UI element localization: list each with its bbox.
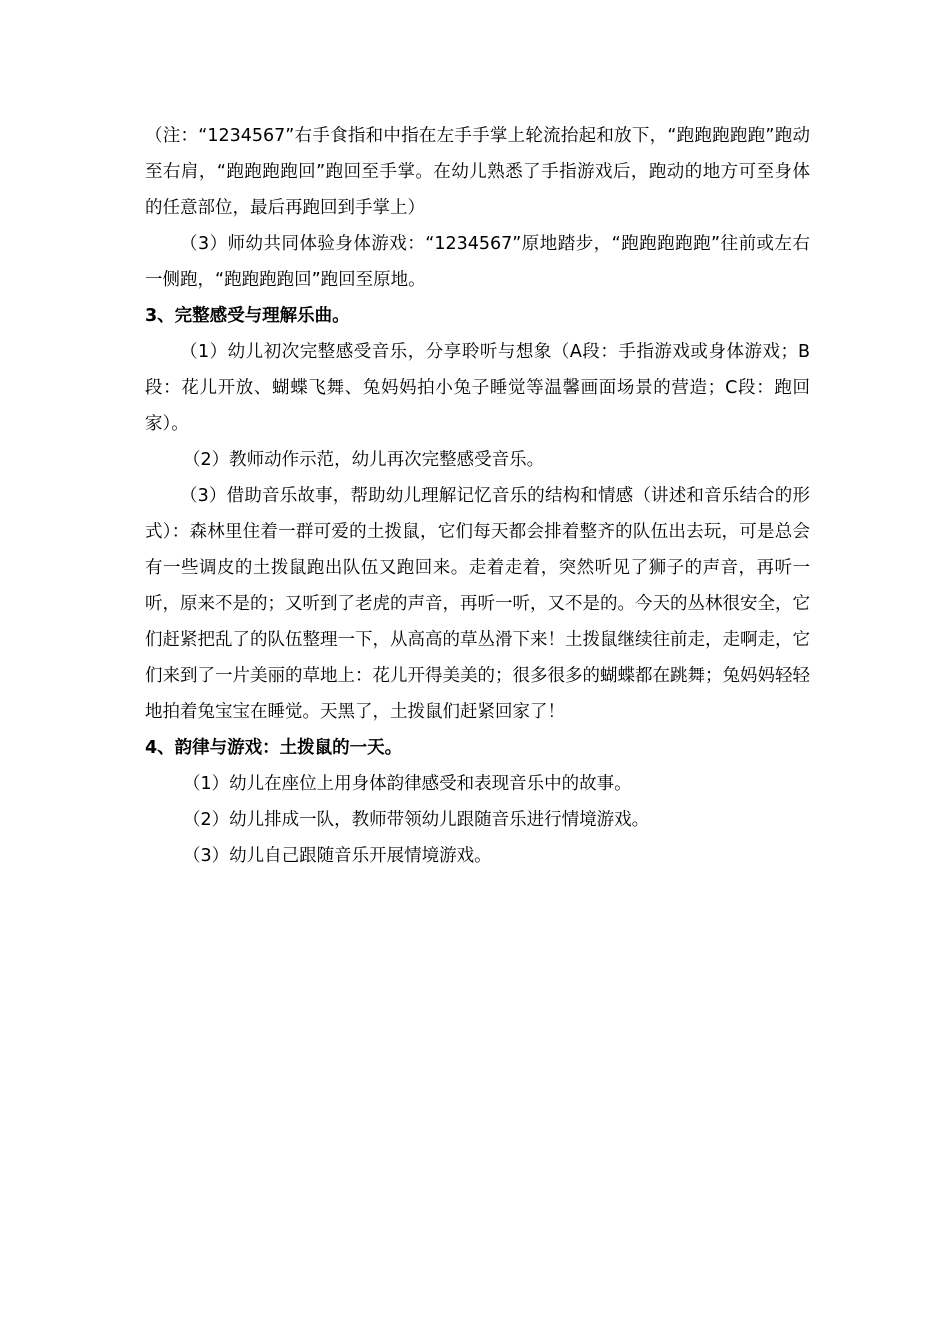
note-paragraph: （注：“1234567”右手食指和中指在左手手掌上轮流抬起和放下，“跑跑跑跑跑”跑动至右肩，“跑跑跑跑回”跑回至手掌。在幼儿熟悉了手指游戏后，跑动的地方可至身体的任意部位，最后再跑回到手掌上） <box>145 126 810 218</box>
section-heading-3: 3、完整感受与理解乐曲。 <box>145 306 350 326</box>
section-heading-4: 4、韵律与游戏：土拨鼠的一天。 <box>145 738 403 758</box>
step-3-1-paragraph: （1）幼儿初次完整感受音乐，分享聆听与想象（A段：手指游戏或身体游戏；B段：花儿开放、蝴蝶飞舞、兔妈妈拍小兔子睡觉等温馨画面场景的营造；C段：跑回家）。 <box>145 342 810 434</box>
document-body <box>145 118 810 874</box>
step-3-2-paragraph: （2）教师动作示范，幼儿再次完整感受音乐。 <box>183 450 545 470</box>
body-game-paragraph: （3）师幼共同体验身体游戏：“1234567”原地踏步，“跑跑跑跑跑”往前或左右一侧跑，“跑跑跑跑回”跑回至原地。 <box>145 234 810 290</box>
step-4-1-paragraph: （1）幼儿在座位上用身体韵律感受和表现音乐中的故事。 <box>183 774 632 794</box>
step-4-3-paragraph: （3）幼儿自己跟随音乐开展情境游戏。 <box>183 846 492 866</box>
step-3-3-story-paragraph: （3）借助音乐故事，帮助幼儿理解记忆音乐的结构和情感（讲述和音乐结合的形式）：森林里住着一群可爱的土拨鼠，它们每天都会排着整齐的队伍出去玩，可是总会有一些调皮的土拨鼠跑出队伍又跑回来。走着走着，突然听见了狮子的声音，再听一听，原来不是的；又听到了老虎的声音，再听一听，又不是的。今天的丛林很安全，它们赶紧把乱了的队伍整理一下，从高高的草丛滑下来！土拨鼠继续往前走，走啊走，它们来到了一片美丽的草地上：花儿开得美美的；很多很多的蝴蝶都在跳舞；兔妈妈轻轻地拍着兔宝宝在睡觉。天黑了，土拨鼠们赶紧回家了！ <box>145 486 810 722</box>
step-4-2-paragraph: （2）幼儿排成一队，教师带领幼儿跟随音乐进行情境游戏。 <box>183 810 650 830</box>
